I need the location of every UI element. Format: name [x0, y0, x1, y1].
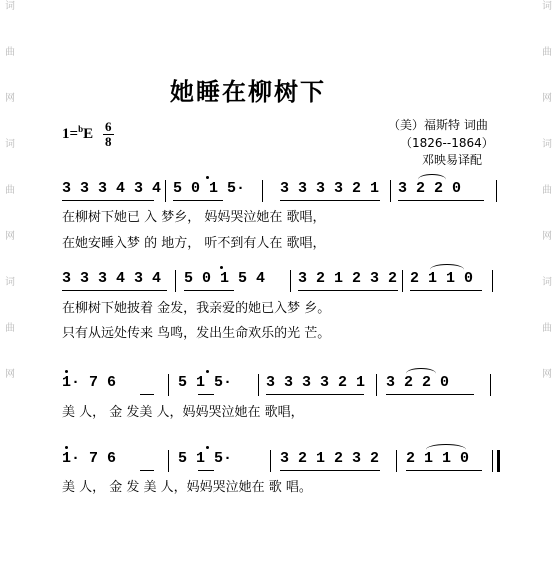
watermark-left: 词 曲 网 词 曲 网 词 曲 网 — [5, 1, 15, 380]
measure-3: 3 2 1 2 3 2 — [298, 270, 398, 287]
beam — [62, 290, 167, 291]
beam — [386, 394, 474, 395]
measure-3: 3 3 3 3 2 1 — [266, 374, 366, 391]
lyric-line: 在柳树下她披着 金发，我亲爱的她已入梦 乡。 — [62, 301, 331, 316]
beam — [280, 200, 380, 201]
barline — [168, 450, 169, 472]
measure-2: 5 0 1 5· — [173, 180, 246, 197]
beam — [280, 470, 380, 471]
barline — [270, 450, 271, 472]
measure-1: 1· 7 6 — [62, 374, 117, 391]
measure-4: 3 2 2 0 — [398, 180, 462, 197]
measure-4: 2 1 1 0 — [410, 270, 474, 287]
barline — [496, 180, 497, 202]
barline — [492, 450, 493, 472]
time-signature: 6 8 — [105, 119, 112, 149]
score-line-3 — [0, 374, 557, 400]
octave-dot — [206, 446, 209, 449]
tie — [430, 264, 464, 275]
octave-dot — [206, 370, 209, 373]
measure-4: 2 1 1 0 — [406, 450, 470, 467]
beam — [140, 470, 154, 471]
lyric-line: 美 人， 金 发美 人，妈妈哭泣她在 歌唱， — [62, 405, 304, 420]
barline — [290, 270, 291, 292]
barline — [396, 450, 397, 472]
watermark-right: 词 曲 网 词 曲 网 词 曲 网 — [542, 1, 552, 380]
key-signature: 1=$^b$E — [62, 124, 94, 142]
barline — [168, 374, 169, 396]
barline — [390, 180, 391, 202]
beam — [198, 394, 214, 395]
measure-1: 1· 7 6 — [62, 450, 117, 467]
lyric-line: 在柳树下她已 入 梦乡， 妈妈哭泣她在 歌唱， — [62, 210, 326, 225]
lyric-line: 只有从远处传来 鸟鸣，发出生命欢乐的光 芒。 — [62, 326, 331, 341]
measure-3: 3 2 1 2 3 2 — [280, 450, 380, 467]
octave-dot — [206, 176, 209, 179]
octave-dot — [65, 446, 68, 449]
measure-3: 3 3 3 3 2 1 — [280, 180, 380, 197]
barline — [376, 374, 377, 396]
lyric-line: 美 人， 金 发 美 人，妈妈哭泣她在 歌 唱。 — [62, 480, 312, 495]
beam — [184, 290, 234, 291]
measure-2: 5 1 5· — [178, 450, 233, 467]
beam — [298, 290, 398, 291]
barline — [492, 270, 493, 292]
beam — [173, 200, 223, 201]
translator-credit: 邓映易译配 — [422, 153, 483, 167]
score-line-4 — [0, 450, 557, 476]
barline — [175, 270, 176, 292]
final-barline — [497, 450, 500, 472]
beam — [198, 470, 214, 471]
song-title: 她睡在柳树下 — [170, 77, 326, 106]
lyric-line: 在她安睡入梦 的 地方， 听不到有人在 歌唱， — [62, 236, 326, 251]
measure-4: 3 2 2 0 — [386, 374, 450, 391]
beam — [398, 200, 484, 201]
tie — [418, 174, 446, 185]
barline — [262, 180, 263, 202]
measure-2: 5 1 5· — [178, 374, 233, 391]
beam — [140, 394, 154, 395]
measure-2: 5 0 1 5 4 — [184, 270, 266, 287]
octave-dot — [65, 370, 68, 373]
tie — [426, 444, 466, 455]
barline — [402, 270, 403, 292]
octave-dot — [220, 266, 223, 269]
score-line-2 — [0, 270, 557, 296]
composer-credit: （美）福斯特 词曲 — [388, 118, 488, 132]
composer-years: （1826--1864） — [400, 136, 494, 150]
beam — [266, 394, 364, 395]
measure-1: 3 3 3 4 3 4 — [62, 270, 162, 287]
beam — [62, 200, 154, 201]
beam — [410, 290, 482, 291]
barline — [490, 374, 491, 396]
beam — [406, 470, 482, 471]
barline — [165, 180, 166, 202]
score-line-1 — [0, 180, 557, 206]
barline — [258, 374, 259, 396]
measure-1: 3 3 3 4 3 4 — [62, 180, 162, 197]
tie — [406, 368, 436, 379]
